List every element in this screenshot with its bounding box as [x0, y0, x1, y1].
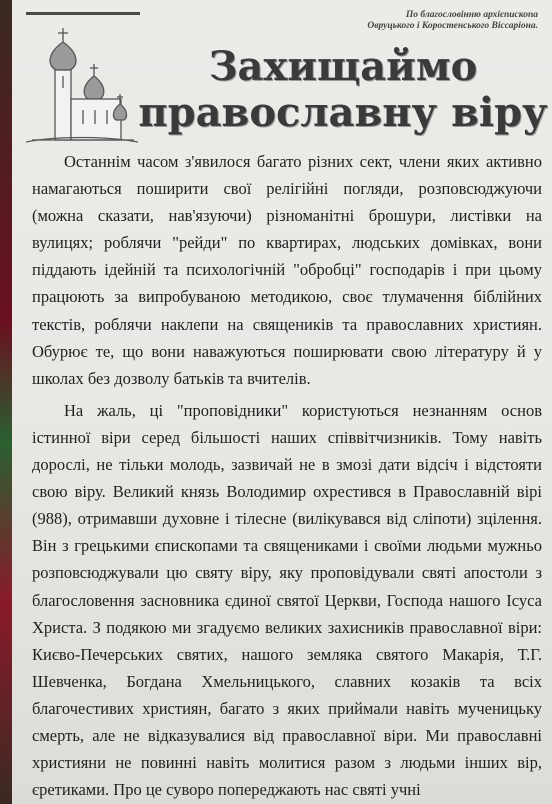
blessing-note: [328, 10, 538, 32]
top-rule-divider: [26, 12, 140, 15]
paragraph-1: Останнім часом з'явилося багато різних сект, члени яких активно намагаються поширити свої релігійні погляди, розповсюджуючи (можна сказати, нав'язуючи) різноманітні брошури, листівки на вулицях; роблячи "рейди" по квартирах, людських домівках, вони піддають ідейній та психологічній "обробці" господарів і при цьому працюють за випробуваною методикою, своє тлумачення біблійних текстів, роблячи наклепи на священиків та православних християн. Обурює те, що вони наважуються поширювати свою літературу й у школах без дозволу батьків та вчителів.: [32, 152, 542, 388]
paragraph-2: На жаль, ці "проповідники" користуються незнанням основ істинної віри серед більшості наших співвітчизників. Тому навіть дорослі, не тільки молодь, зазвичай не в змозі дати відсіч і відстояти свою віру. Великий князь Володимир охрестився в Православній вірі (988), отримавши духовне і тілесне (вилікувався від сліпоти) зцілення. Він з грецькими єпископами та священиками і своїми людьми мужньо розповсюджували цю святу віру, яку проповідували святі апостоли з благословення засновника єдиної святої Церкви, Господа нашого Ісуса Христа. З подякою ми згадуємо великих захисників православної віри: Києво-Печерських святих, нашого земляка святого Макарія, Т.Г. Шевченка, Богдана Хмельницького, славних козаків та всіх благочестивих християн, багато з яких приймали навіть мученицьку смерть, але не відказувалися від православної віри. Ми православні християни не повинні навіть молитися разом з людьми інших вір, єретиками. Про це суворо попереджають нас святі учні: [32, 400, 542, 800]
blessing-line-1: По благословінню архієпископа: [405, 10, 538, 20]
leaflet-page: [12, 0, 552, 804]
article-body: [32, 148, 542, 803]
title-line-1: Захищаймо: [208, 43, 478, 90]
title-line-2: православну віру: [138, 89, 548, 136]
church-domes-icon: [26, 26, 138, 144]
blessing-line-2: Овруцького і Коростенського Віссаріона.: [367, 21, 538, 31]
article-title: [138, 44, 548, 136]
